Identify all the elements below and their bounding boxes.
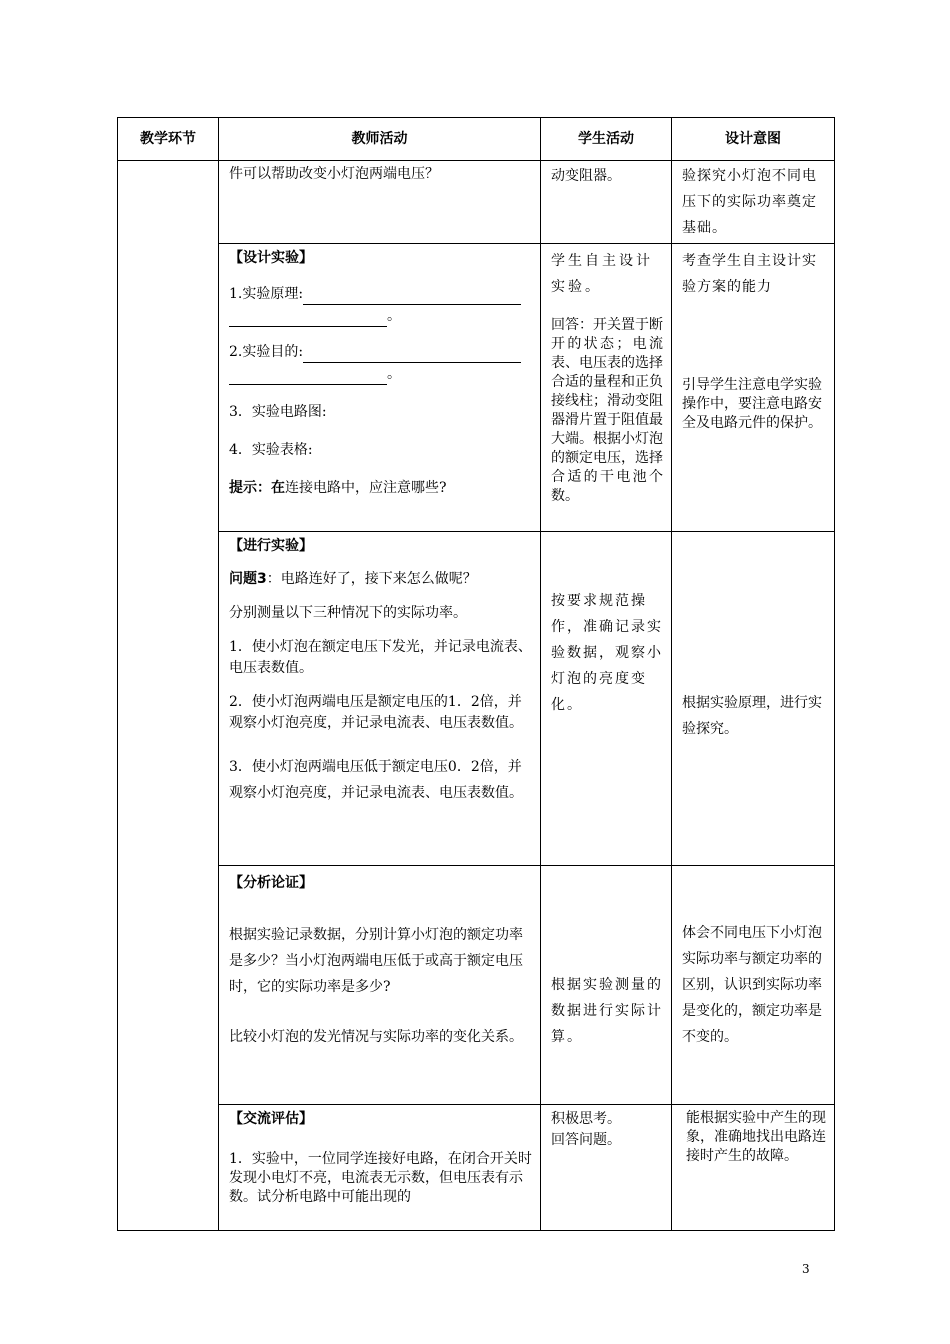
design-title: 【设计实验】 [229, 250, 313, 266]
stage-cell [118, 161, 219, 1231]
conduct-student-cell [541, 532, 672, 866]
design-item2-label: 2.实验目的: [229, 344, 304, 360]
eval-student-text2: 回答问题。 [551, 1132, 621, 1148]
design-teacher-cell [219, 244, 541, 532]
analysis-teacher-cell [219, 866, 541, 1105]
conduct-question-label: 问题3 [229, 571, 267, 587]
header-intent: 设计意图 [672, 118, 835, 161]
design-row [118, 244, 835, 532]
conduct-teacher-cell [219, 532, 541, 866]
analysis-para2: 比较小灯泡的发光情况与实际功率的变化关系。 [229, 1029, 523, 1045]
intro-intent-text: 验探究小灯泡不同电压下的实际功率奠定基础。 [682, 168, 817, 236]
conduct-question-text: ：电路连好了，接下来怎么做呢？ [266, 571, 477, 587]
analysis-row [118, 866, 835, 1105]
conduct-intent-cell [672, 532, 835, 866]
conduct-intent-text: 根据实验原理，进行实验探究。 [682, 695, 822, 737]
design-item1-cont [229, 305, 532, 327]
design-item1 [229, 283, 532, 305]
page-number: 3 [802, 1262, 810, 1276]
eval-para1: 1．实验中，一位同学连接好电路，在闭合开关时发现小电灯不亮，电流表无示数，但电压表有示数。试分析电路中可能出现的 [229, 1151, 532, 1205]
design-item1-blank [303, 283, 521, 305]
design-item1-blank2 [229, 305, 387, 327]
design-intent-text1: 考查学生自主设计实验方案的能力 [682, 253, 817, 295]
intro-student-text: 动变阻器。 [551, 168, 621, 184]
design-hint-label: 提示：在 [229, 480, 285, 496]
design-intent-cell [672, 244, 835, 532]
design-item2-end: 。 [387, 366, 401, 382]
header-teacher: 教师活动 [219, 118, 541, 161]
intro-student-cell [541, 161, 672, 244]
header-row [118, 118, 835, 161]
eval-intent-text: 能根据实验中产生的现象，准确地找出电路连接时产生的故障。 [686, 1110, 826, 1164]
analysis-student-cell [541, 866, 672, 1105]
design-hint-text: 连接电路中，应注意哪些? [285, 480, 447, 496]
intro-teacher-cell [219, 161, 541, 244]
eval-student-cell [541, 1105, 672, 1231]
header-stage: 教学环节 [118, 118, 219, 161]
design-item1-label: 1.实验原理: [229, 286, 304, 302]
conduct-intro: 分别测量以下三种情况下的实际功率。 [229, 605, 467, 621]
analysis-intent-cell [672, 866, 835, 1105]
eval-intent-cell [672, 1105, 835, 1231]
analysis-title: 【分析论证】 [229, 875, 313, 891]
design-item1-end: 。 [387, 308, 401, 324]
conduct-step1: 1．使小灯泡在额定电压下发光，并记录电流表、电压表数值。 [229, 639, 532, 676]
conduct-step3: 3．使小灯泡两端电压低于额定电压0．2倍，并观察小灯泡亮度，并记录电流表、电压表数值。 [229, 759, 523, 801]
design-item2 [229, 341, 532, 363]
intro-teacher-text: 件可以帮助改变小灯泡两端电压？ [229, 166, 439, 182]
eval-title: 【交流评估】 [229, 1111, 313, 1127]
intro-row [118, 161, 835, 244]
design-item2-blank [303, 341, 521, 363]
conduct-step2: 2．使小灯泡两端电压是额定电压的1．2倍，并观察小灯泡亮度，并记录电流表、电压表数值。 [229, 694, 523, 731]
design-item3: 3．实验电路图: [229, 404, 327, 420]
conduct-question [229, 569, 532, 590]
intro-intent-cell [672, 161, 835, 244]
analysis-intent-text: 体会不同电压下小灯泡实际功率与额定功率的区别，认识到实际功率是变化的，额定功率是不变的。 [682, 925, 822, 1045]
design-item2-blank2 [229, 363, 387, 385]
design-intent-text2: 引导学生注意电学实验操作中，要注意电路安全及电路元件的保护。 [682, 377, 822, 431]
analysis-para1: 根据实验记录数据，分别计算小灯泡的额定功率是多少？当小灯泡两端电压低于或高于额定电压时，它的实际功率是多少? [229, 927, 523, 995]
conduct-row [118, 532, 835, 866]
lesson-plan-table [117, 117, 835, 1231]
eval-row [118, 1105, 835, 1231]
eval-teacher-cell [219, 1105, 541, 1231]
header-student: 学生活动 [541, 118, 672, 161]
design-hint [229, 478, 532, 499]
conduct-student-text: 按要求规范操作，准确记录实验数据，观察小灯泡的亮度变化。 [551, 593, 663, 713]
design-student-text2: 回答：开关置于断开的状态；电流表、电压表的选择合适的量程和正负接线柱；滑动变阻器滑片置于阻值最大端。根据小灯泡的额定电压，选择合适的干电池个数。 [551, 317, 663, 504]
design-student-text1: 学生自主设计实验。 [551, 253, 653, 295]
conduct-title: 【进行实验】 [229, 538, 313, 554]
design-item2-cont [229, 363, 532, 385]
eval-student-text1: 积极思考。 [551, 1111, 621, 1127]
design-item4: 4．实验表格: [229, 442, 313, 458]
design-student-cell [541, 244, 672, 532]
analysis-student-text: 根据实验测量的数据进行实际计算。 [551, 977, 663, 1045]
